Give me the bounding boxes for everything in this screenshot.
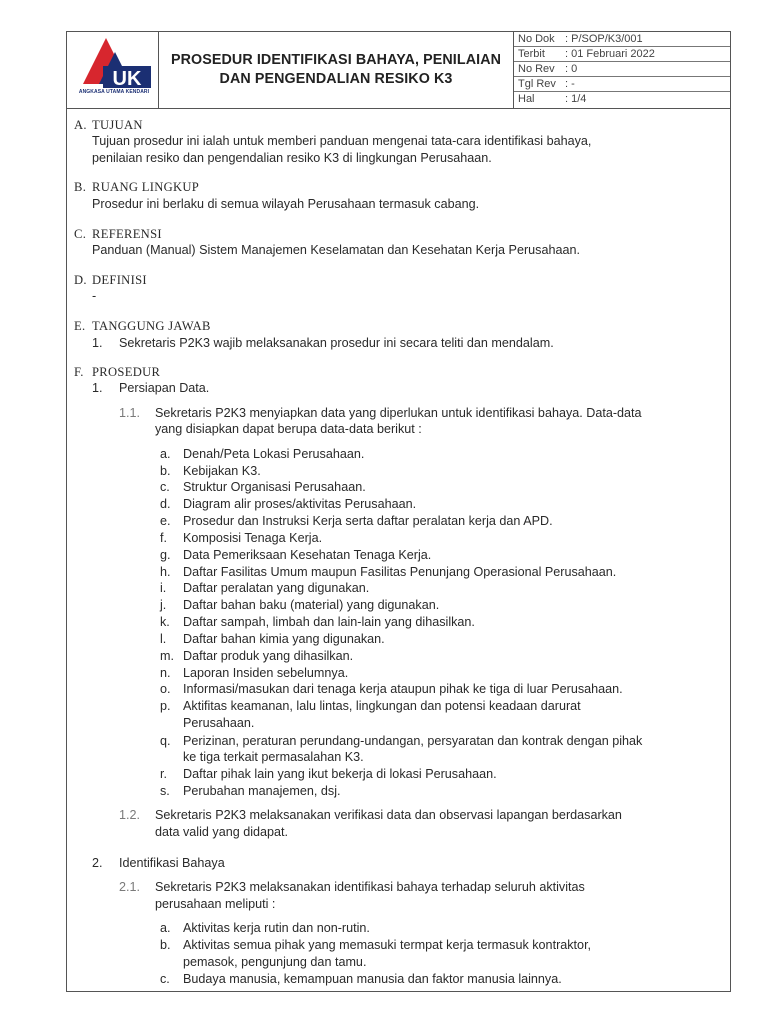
substep-text-line: Sekretaris P2K3 menyiapkan data yang diperlukan untuk identifikasi bahaya. Data-data xyxy=(155,406,642,420)
meta-value: : - xyxy=(565,78,575,90)
section-letter: E. xyxy=(74,319,86,333)
substep-text-line: yang disiapkan dapat berupa data-data berikut : xyxy=(155,422,422,436)
list-item-text: Informasi/masukan dari tenaga kerja ataupun pihak ke tiga di luar Perusahaan. xyxy=(183,682,623,696)
section-title: REFERENSI xyxy=(92,227,162,241)
list-item-text: Daftar produk yang dihasilkan. xyxy=(183,649,354,663)
section-title: DEFINISI xyxy=(92,273,147,287)
list-item-text: Perubahan manajemen, dsj. xyxy=(183,784,341,798)
list-letter: f. xyxy=(160,531,167,545)
list-item-text: Kebijakan K3. xyxy=(183,464,261,478)
list-letter: s. xyxy=(160,784,170,798)
list-item-text: Sekretaris P2K3 wajib melaksanakan prosedur ini secara teliti dan mendalam. xyxy=(119,336,554,350)
list-item-text: Daftar bahan baku (material) yang digunakan. xyxy=(183,598,440,612)
list-item-text: Denah/Peta Lokasi Perusahaan. xyxy=(183,447,365,461)
list-letter: n. xyxy=(160,666,171,680)
logo-caption: ANGKASA UTAMA KENDARI xyxy=(78,89,150,95)
section-letter: B. xyxy=(74,180,87,194)
list-item-text: Prosedur dan Instruksi Kerja serta daftar peralatan kerja dan APD. xyxy=(183,514,553,528)
list-item-text: pemasok, pengunjung dan tamu. xyxy=(183,955,367,969)
substep-number: 1.2. xyxy=(119,808,141,822)
step-number: 2. xyxy=(92,856,103,870)
list-item-text: Aktifitas keamanan, lalu lintas, lingkungan dan potensi keadaan darurat xyxy=(183,699,581,713)
list-letter: e. xyxy=(160,514,171,528)
step-label: Persiapan Data. xyxy=(119,381,210,395)
meta-key: Hal xyxy=(518,93,535,105)
meta-row-no-dok xyxy=(514,32,730,47)
list-letter: o. xyxy=(160,682,171,696)
list-letter: h. xyxy=(160,565,171,579)
list-item-text: Perizinan, peraturan perundang-undangan, persyaratan dan kontrak dengan pihak xyxy=(183,734,643,748)
title-line-1: PROSEDUR IDENTIFIKASI BAHAYA, PENILAIAN xyxy=(170,52,502,68)
list-letter: k. xyxy=(160,615,170,629)
section-letter: F. xyxy=(74,365,84,379)
list-number: 1. xyxy=(92,336,103,350)
meta-value: : 0 xyxy=(565,63,578,75)
logo-text: UK xyxy=(112,68,142,90)
section-title: RUANG LINGKUP xyxy=(92,180,200,194)
step-label: Identifikasi Bahaya xyxy=(119,856,225,870)
section-body-line: Panduan (Manual) Sistem Manajemen Keselamatan dan Kesehatan Kerja Perusahaan. xyxy=(92,243,580,257)
meta-row-no-rev xyxy=(514,62,730,77)
list-item-text: Daftar sampah, limbah dan lain-lain yang dihasilkan. xyxy=(183,615,475,629)
substep-number: 1.1. xyxy=(119,406,141,420)
list-item-text: Data Pemeriksaan Kesehatan Tenaga Kerja. xyxy=(183,548,432,562)
meta-row-terbit xyxy=(514,47,730,62)
document-title xyxy=(171,51,501,89)
list-letter: g. xyxy=(160,548,171,562)
step-number: 1. xyxy=(92,381,103,395)
list-letter: b. xyxy=(160,938,171,952)
title-line-2: DAN PENGENDALIAN RESIKO K3 xyxy=(219,71,453,87)
substep-text-line: Sekretaris P2K3 melaksanakan identifikasi bahaya terhadap seluruh aktivitas xyxy=(155,880,585,894)
section-body-line: Tujuan prosedur ini ialah untuk memberi panduan mengenai tata-cara identifikasi bahaya, xyxy=(92,134,592,148)
substep-text-line: Sekretaris P2K3 melaksanakan verifikasi data dan observasi lapangan berdasarkan xyxy=(155,808,622,822)
list-item-text: Laporan Insiden sebelumnya. xyxy=(183,666,349,680)
section-title: PROSEDUR xyxy=(92,365,161,379)
list-item-text: Aktivitas kerja rutin dan non-rutin. xyxy=(183,921,370,935)
document-header xyxy=(67,32,730,109)
substep-text-line: perusahaan meliputi : xyxy=(155,897,276,911)
list-letter: d. xyxy=(160,497,171,511)
substep-text-line: data valid yang didapat. xyxy=(155,825,289,839)
title-cell xyxy=(159,32,513,108)
list-letter: p. xyxy=(160,699,171,713)
list-item-text: Struktur Organisasi Perusahaan. xyxy=(183,480,366,494)
substep-number: 2.1. xyxy=(119,880,141,894)
list-letter: a. xyxy=(160,447,171,461)
list-letter: i. xyxy=(160,581,167,595)
section-body-line: - xyxy=(92,289,97,303)
section-title: TANGGUNG JAWAB xyxy=(92,319,211,333)
list-item-text: Daftar peralatan yang digunakan. xyxy=(183,581,370,595)
list-letter: r. xyxy=(160,767,167,781)
list-item-text: Komposisi Tenaga Kerja. xyxy=(183,531,323,545)
section-title: TUJUAN xyxy=(92,118,143,132)
section-letter: C. xyxy=(74,227,87,241)
list-item-text: Diagram alir proses/aktivitas Perusahaan. xyxy=(183,497,417,511)
list-item-text: Daftar Fasilitas Umum maupun Fasilitas Penunjang Operasional Perusahaan. xyxy=(183,565,617,579)
company-logo xyxy=(73,36,155,90)
meta-key: No Dok xyxy=(518,33,555,45)
list-letter: a. xyxy=(160,921,171,935)
section-body-line: Prosedur ini berlaku di semua wilayah Perusahaan termasuk cabang. xyxy=(92,197,480,211)
meta-key: Tgl Rev xyxy=(518,78,556,90)
section-letter: A. xyxy=(74,118,87,132)
list-item-text: Budaya manusia, kemampuan manusia dan faktor manusia lainnya. xyxy=(183,972,562,986)
meta-value: : 01 Februari 2022 xyxy=(565,48,655,60)
list-item-text: Daftar pihak lain yang ikut bekerja di lokasi Perusahaan. xyxy=(183,767,497,781)
list-letter: m. xyxy=(160,649,174,663)
list-item-text: ke tiga terkait permasalahan K3. xyxy=(183,750,364,764)
meta-key: Terbit xyxy=(518,48,545,60)
list-letter: c. xyxy=(160,972,170,986)
meta-row-tgl-rev xyxy=(514,77,730,92)
meta-row-hal xyxy=(514,92,730,107)
section-letter: D. xyxy=(74,273,87,287)
meta-value: : 1/4 xyxy=(565,93,587,105)
list-item-text: Aktivitas semua pihak yang memasuki termpat kerja termasuk kontraktor, xyxy=(183,938,592,952)
document-meta xyxy=(513,32,730,108)
list-letter: l. xyxy=(160,632,167,646)
list-item-text: Daftar bahan kimia yang digunakan. xyxy=(183,632,385,646)
meta-key: No Rev xyxy=(518,63,555,75)
list-letter: q. xyxy=(160,734,171,748)
list-letter: c. xyxy=(160,480,170,494)
list-letter: b. xyxy=(160,464,171,478)
list-letter: j. xyxy=(160,598,167,612)
meta-value: : P/SOP/K3/001 xyxy=(565,33,643,45)
list-item-text: Perusahaan. xyxy=(183,716,255,730)
section-body-line: penilaian resiko dan pengendalian resiko K3 di lingkungan Perusahaan. xyxy=(92,151,492,165)
logo-cell xyxy=(67,32,159,108)
